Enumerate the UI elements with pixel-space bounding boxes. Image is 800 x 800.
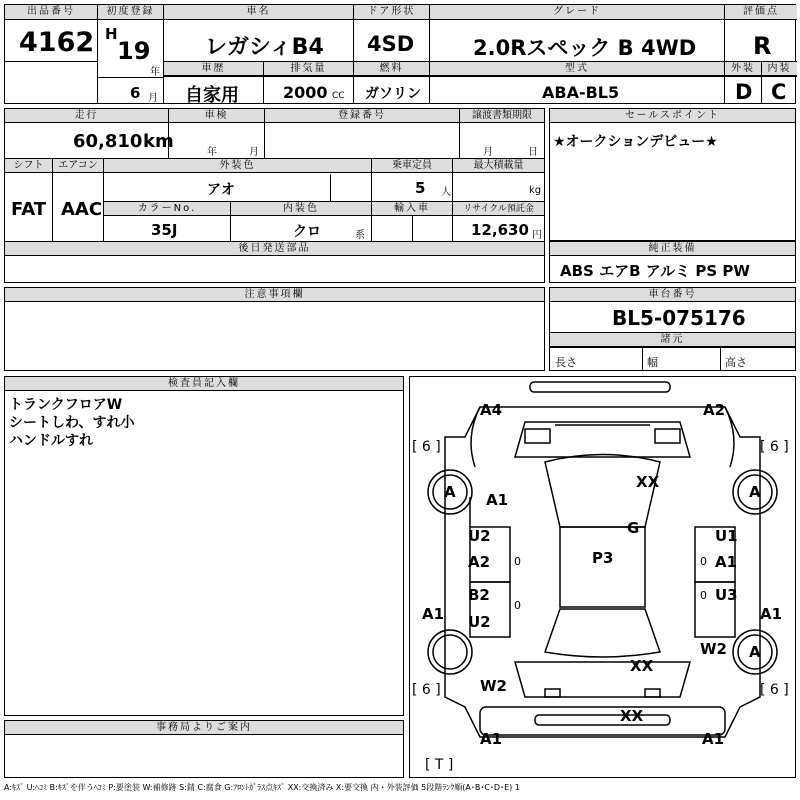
year-unit: 年 (150, 67, 160, 78)
interior-score: C (771, 80, 787, 104)
max-load-unit: kg (529, 185, 542, 196)
inspection-month-unit: 月 (249, 147, 259, 158)
transfer-label: 譲渡書類期限 (460, 109, 544, 123)
model-code: ABA-BL5 (542, 83, 620, 102)
equipment-box (549, 241, 796, 283)
lot-label: 出品番号 (5, 5, 97, 20)
damage-label: W2 (480, 677, 507, 695)
reg-month: 6 (130, 84, 141, 102)
color-no: 35J (151, 221, 178, 239)
month-unit: 月 (148, 93, 158, 104)
color-no-label: カラーNo. (104, 202, 230, 216)
transfer-day-unit: 日 (528, 147, 538, 158)
mileage-label: 走行 (5, 109, 168, 123)
equipment-label: 純正装備 (550, 242, 795, 256)
score-label: 評価点 (725, 5, 797, 20)
history: 自家用 (185, 85, 239, 106)
tire-mark-rl: [ 6 ] (412, 682, 441, 698)
door-mark: 0 (514, 555, 521, 568)
width-label: 幅 (647, 356, 658, 369)
damage-label: B2 (468, 586, 490, 604)
chassis-label: 車台番号 (550, 288, 795, 302)
vehicle-details-table (4, 108, 545, 242)
damage-label: A1 (486, 491, 509, 509)
first-reg-label: 初度登録 (98, 5, 163, 20)
notes-box (4, 287, 545, 371)
ac-label: エアコン (53, 159, 103, 173)
inspection-label: 車検 (169, 109, 264, 123)
fuel-label: 燃料 (354, 62, 429, 76)
equipment: ABS エアB アルミ PS PW (560, 262, 750, 280)
int-color-label: 内装色 (231, 202, 371, 216)
ext-color-label: 外装色 (104, 159, 371, 173)
shift: FAT (11, 199, 47, 220)
lot-number: 4162 (19, 27, 95, 58)
damage-label: A (444, 483, 456, 501)
damage-label: XX (630, 657, 654, 675)
door-mark: 0 (514, 599, 521, 612)
damage-label: P3 (592, 549, 614, 567)
tire-mark-rr: [ 6 ] (760, 682, 789, 698)
door-mark: 0 (700, 555, 707, 568)
height-label: 高さ (725, 356, 747, 369)
int-color-unit: 系 (355, 230, 365, 241)
car-diagram (409, 376, 796, 778)
office-label: 事務局よりご案内 (5, 721, 403, 735)
damage-code-legend: A:ｷｽﾞ U:ﾍｺﾐ B:ｷｽﾞを伴うﾍｺﾐ P:要塗装 W:補修跡 S:錆 C:腐食 G:ﾌﾛﾝﾄｶﾞﾗｽ点ｷｽﾞ XX:交換済み X:要交換 内・外装評価 5段階ﾗﾝｸ順(A･B･C･D･E) 1 (4, 783, 520, 792)
inspector-box (4, 376, 404, 716)
notes-label: 注意事項欄 (5, 288, 544, 302)
damage-label: U2 (468, 613, 491, 631)
exterior-label: 外装 (725, 62, 761, 76)
length-label: 長さ (555, 356, 577, 369)
door-mark: 0 (700, 589, 707, 602)
ext-color: アオ (207, 182, 235, 198)
inspector-note: ハンドルすれ (9, 433, 93, 449)
car-outline (410, 377, 795, 777)
max-load-label: 最大積載量 (453, 159, 544, 173)
spare-tire-mark: [ T ] (425, 757, 454, 773)
transfer-month-unit: 月 (483, 147, 493, 158)
damage-label: A4 (480, 401, 503, 419)
damage-label: W2 (700, 640, 727, 658)
history-label: 車歴 (164, 62, 263, 76)
ac: AAC (61, 199, 103, 220)
damage-label: A2 (468, 553, 491, 571)
sales-point: ★オークションデビュー★ (553, 134, 718, 150)
capacity-label: 乗車定員 (372, 159, 452, 173)
damage-label: A2 (703, 401, 726, 419)
recycle-label: リサイクル預託金 (453, 202, 544, 216)
capacity-unit: 人 (441, 187, 451, 198)
damage-label: U3 (715, 586, 738, 604)
recycle-fee: 12,630 (471, 221, 529, 239)
specs-label: 諸元 (550, 333, 795, 347)
int-color: クロ (293, 224, 321, 240)
car-name-label: 車名 (164, 5, 353, 20)
capacity: 5 (415, 179, 426, 197)
import-label: 輸入車 (372, 202, 452, 216)
inspector-note: シートしわ、すれ小 (9, 415, 135, 431)
model-label: 型式 (430, 62, 724, 76)
car-name: レガシィB4 (205, 35, 324, 60)
sales-point-label: セールスポイント (550, 109, 795, 123)
fuel: ガソリン (365, 86, 421, 102)
score: R (753, 32, 772, 60)
damage-label: A1 (480, 730, 503, 748)
damage-label: U2 (468, 527, 491, 545)
header-table (4, 4, 796, 104)
chassis-number: BL5-075176 (612, 306, 746, 330)
damage-label: A1 (715, 553, 738, 571)
interior-label: 内装 (762, 62, 797, 76)
door-type: 4SD (367, 32, 415, 56)
inspector-note: トランクフロアW (9, 397, 123, 413)
damage-label: U1 (715, 527, 738, 545)
shift-label: シフト (5, 159, 52, 173)
chassis-box (549, 287, 796, 371)
recycle-unit: 円 (532, 230, 542, 241)
era: H (105, 25, 118, 43)
sales-point-box (549, 108, 796, 241)
mileage: 60,810 (73, 131, 143, 152)
displacement: 2000 (283, 83, 328, 102)
damage-label: A1 (702, 730, 725, 748)
displacement-label: 排気量 (264, 62, 353, 76)
exterior-score: D (735, 80, 753, 104)
damage-label: A (749, 643, 761, 661)
tire-mark-fr: [ 6 ] (760, 439, 789, 455)
mileage-unit: km (143, 131, 174, 152)
damage-label: A1 (422, 605, 445, 623)
office-box (4, 720, 404, 778)
reg-year: 19 (117, 37, 151, 65)
damage-label: A (749, 483, 761, 501)
grade-label: グレード (430, 5, 724, 20)
inspection-year-unit: 年 (207, 147, 217, 158)
damage-label: A1 (760, 605, 783, 623)
displacement-unit: CC (332, 91, 345, 101)
later-parts-label: 後日発送部品 (5, 242, 544, 256)
damage-label: G (627, 519, 640, 537)
damage-label: XX (636, 473, 660, 491)
damage-label: XX (620, 707, 644, 725)
grade: 2.0Rスペック B 4WD (473, 36, 697, 60)
reg-no-label: 登録番号 (265, 109, 459, 123)
later-parts-box (4, 241, 545, 283)
inspector-label: 検査員記入欄 (5, 377, 403, 391)
tire-mark-fl: [ 6 ] (412, 439, 441, 455)
door-label: ドア形状 (354, 5, 429, 20)
